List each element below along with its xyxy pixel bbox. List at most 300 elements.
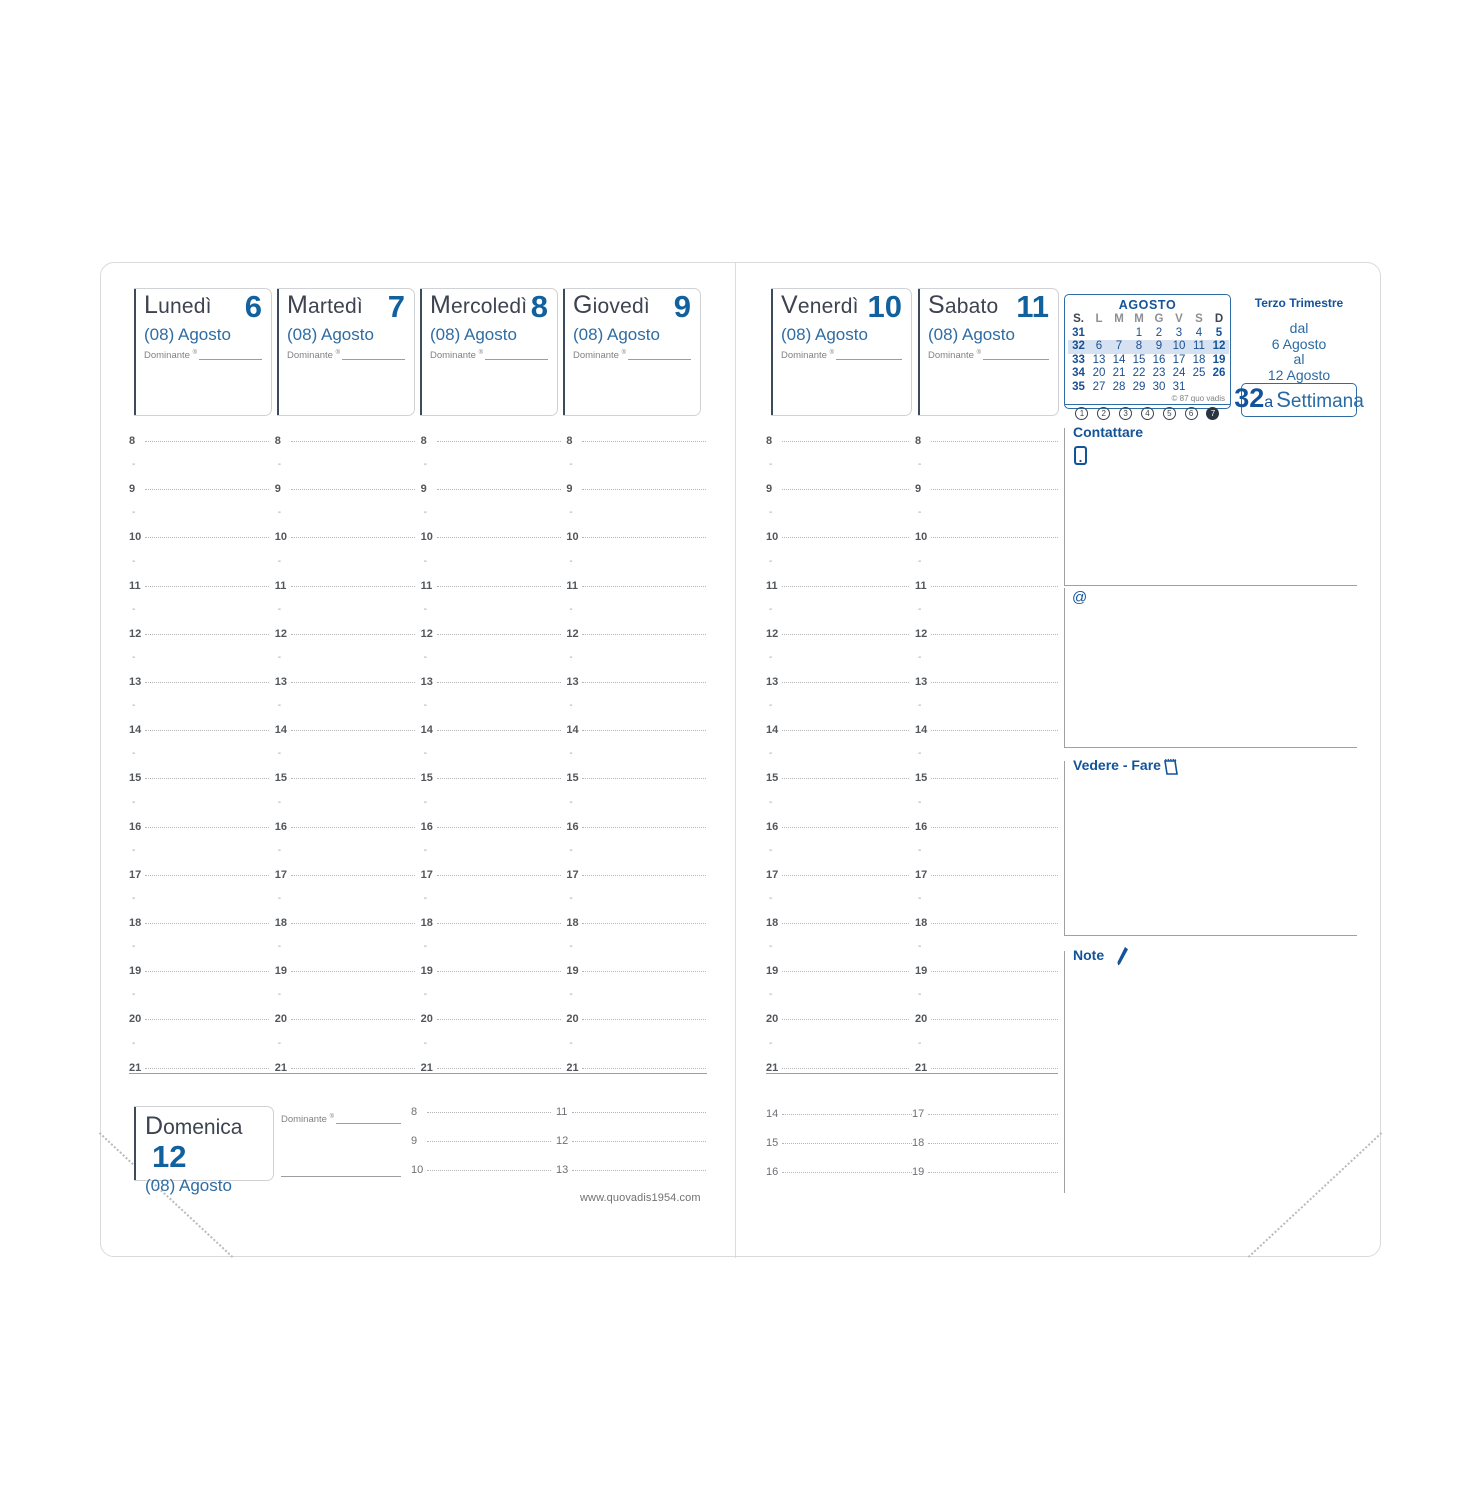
hour-row[interactable] — [421, 821, 561, 833]
mini-calendar-day[interactable]: 8 — [1129, 340, 1149, 354]
half-hour-mark: - — [769, 989, 773, 1001]
hour-row[interactable] — [915, 724, 1058, 736]
mini-calendar-day[interactable]: 20 — [1092, 367, 1106, 379]
hour-rule — [582, 827, 706, 828]
hour-row[interactable] — [421, 1013, 561, 1025]
hour-rule — [782, 827, 909, 828]
hour-row[interactable] — [275, 580, 415, 592]
panel-vedere-fare[interactable] — [1064, 757, 1357, 936]
day-name: Martedì — [287, 291, 363, 319]
half-hour-mark: - — [569, 748, 573, 760]
mini-calendar-day[interactable]: 23 — [1152, 367, 1166, 379]
hour-rule — [931, 586, 1058, 587]
hour-row[interactable] — [566, 435, 706, 447]
hour-row[interactable] — [915, 917, 1058, 929]
mini-calendar-day-dot[interactable]: 3 — [1119, 407, 1132, 420]
mini-calendar-day[interactable] — [1189, 381, 1209, 395]
hour-row[interactable] — [129, 628, 269, 640]
hour-row[interactable] — [766, 676, 909, 688]
hour-rule — [782, 682, 909, 683]
hour-row[interactable] — [275, 821, 415, 833]
hour-label: 21 — [420, 1061, 433, 1074]
hour-row[interactable] — [566, 676, 706, 688]
hour-rule — [291, 778, 415, 779]
mini-calendar-day[interactable]: 26 — [1212, 367, 1226, 379]
hour-row[interactable] — [421, 580, 561, 592]
hour-label: 17 — [915, 868, 928, 881]
hour-label: 15 — [566, 772, 579, 785]
right-extra-hours-right — [912, 1108, 1058, 1195]
panel-vedere-fare-title: Vedere - Fare — [1073, 757, 1161, 773]
mini-calendar-day[interactable]: 21 — [1112, 367, 1126, 379]
hour-rule — [572, 1170, 706, 1171]
hour-row[interactable] — [566, 531, 706, 543]
hour-rule — [928, 1114, 1058, 1115]
hour-label: 19 — [274, 965, 288, 978]
hour-row[interactable] — [766, 917, 909, 929]
hour-label: 20 — [420, 1013, 433, 1026]
hour-rule — [782, 971, 909, 972]
panel-base-line — [1064, 747, 1357, 748]
mini-calendar-day[interactable]: 15 — [1132, 353, 1146, 366]
hour-row[interactable] — [275, 676, 415, 688]
hour-row[interactable] — [421, 483, 561, 495]
panel-email[interactable] — [1064, 588, 1357, 748]
half-hour-mark: - — [569, 651, 573, 663]
hour-row[interactable] — [275, 965, 415, 977]
hour-rule — [582, 441, 706, 442]
half-hour-mark: - — [918, 941, 922, 953]
hour-label: 8 — [274, 435, 281, 447]
mini-calendar-day[interactable]: 31 — [1172, 380, 1186, 393]
half-hour-mark: - — [277, 603, 282, 615]
day-number: 6 — [244, 289, 262, 324]
extra-hour-row[interactable] — [766, 1108, 912, 1120]
half-hour-mark: - — [132, 796, 136, 808]
hour-row[interactable] — [421, 917, 561, 929]
mini-calendar-day[interactable]: 2 — [1155, 326, 1163, 339]
hour-row[interactable] — [421, 772, 561, 784]
hour-row[interactable] — [915, 1013, 1058, 1025]
hour-row[interactable] — [766, 483, 909, 495]
hour-row[interactable] — [129, 772, 269, 784]
mini-calendar-day[interactable]: 11 — [1189, 340, 1209, 354]
mini-calendar-day[interactable] — [1209, 381, 1229, 395]
hour-row[interactable] — [766, 965, 909, 977]
half-hour-mark: - — [132, 700, 136, 712]
hour-row[interactable] — [915, 772, 1058, 784]
day-header-card — [918, 288, 1059, 416]
panel-rail — [1064, 588, 1065, 748]
half-hour-mark: - — [132, 941, 136, 953]
hour-row[interactable] — [129, 724, 269, 736]
half-hour-mark: - — [918, 1037, 922, 1049]
hour-row[interactable] — [421, 724, 561, 736]
hour-row[interactable] — [915, 531, 1058, 543]
hour-row[interactable] — [129, 531, 269, 543]
sunday-hour-row[interactable] — [411, 1106, 551, 1118]
hour-label: 19 — [766, 965, 779, 978]
half-hour-mark: - — [423, 700, 427, 712]
hour-rule — [582, 634, 706, 635]
hour-label: 9 — [566, 483, 573, 496]
mini-calendar-day[interactable]: 17 — [1172, 353, 1186, 366]
hour-row[interactable] — [421, 965, 561, 977]
hour-row[interactable] — [915, 435, 1058, 447]
mini-calendar-day[interactable] — [1109, 327, 1129, 341]
hour-row[interactable] — [766, 724, 909, 736]
half-hour-mark: - — [569, 507, 573, 519]
pencil-icon — [1115, 946, 1129, 971]
hour-label: 14 — [129, 724, 142, 737]
half-hour-mark: - — [277, 459, 282, 471]
hour-rule — [782, 489, 909, 490]
hour-row[interactable] — [129, 676, 269, 688]
sunday-extra-line — [281, 1176, 401, 1177]
hour-column — [275, 435, 415, 1078]
dominante-field[interactable] — [781, 348, 911, 361]
mini-calendar-day[interactable]: 25 — [1192, 367, 1206, 379]
hour-row[interactable] — [129, 483, 269, 495]
hour-row[interactable] — [275, 1013, 415, 1025]
hour-row[interactable] — [275, 628, 415, 640]
hour-row[interactable] — [275, 531, 415, 543]
hour-label: 9 — [129, 483, 136, 496]
trimester-to-date: 12 Agosto — [1267, 366, 1331, 383]
hour-row[interactable] — [275, 917, 415, 929]
hour-rule — [582, 682, 706, 683]
dominante-label: Dominante ® — [430, 350, 484, 362]
mini-calendar-header: G — [1154, 313, 1164, 325]
hour-row[interactable] — [566, 917, 706, 929]
hour-row[interactable] — [766, 772, 909, 784]
hour-row[interactable] — [566, 965, 706, 977]
week-word: Settimana — [1276, 387, 1364, 412]
hour-label: 13 — [274, 676, 288, 688]
mini-calendar-day[interactable]: 30 — [1152, 380, 1166, 393]
hour-rule — [437, 730, 561, 731]
panel-base-line — [1064, 585, 1357, 586]
week-ordinal: a — [1264, 394, 1274, 411]
hour-label: 13 — [420, 676, 433, 688]
hour-label: 8 — [420, 435, 427, 447]
hour-label: 11 — [420, 579, 433, 592]
mini-calendar-day[interactable]: 6 — [1089, 340, 1109, 354]
mini-calendar-day[interactable]: 18 — [1192, 353, 1206, 366]
mini-calendar-day[interactable]: 24 — [1172, 367, 1186, 379]
hour-label: 20 — [766, 1013, 779, 1026]
sunday-hours-left — [411, 1106, 551, 1193]
dominante-line — [836, 359, 902, 360]
hour-label: 8 — [129, 435, 136, 447]
panel-note[interactable] — [1064, 947, 1357, 1193]
extra-hour-row[interactable] — [912, 1166, 1058, 1178]
hour-row[interactable] — [421, 628, 561, 640]
half-hour-mark: - — [918, 507, 922, 519]
hour-rule — [582, 489, 706, 490]
hour-row[interactable] — [129, 869, 269, 881]
hour-row[interactable] — [129, 965, 269, 977]
half-hour-mark: - — [277, 892, 282, 904]
hour-rule — [782, 875, 909, 876]
hour-row[interactable] — [915, 676, 1058, 688]
hour-rule — [291, 875, 415, 876]
sunday-hour-row[interactable] — [411, 1135, 551, 1147]
dominante-label: Dominante ® — [573, 350, 627, 362]
hour-row[interactable] — [766, 1013, 909, 1025]
half-hour-mark: - — [132, 603, 136, 615]
hour-row[interactable] — [566, 628, 706, 640]
website-url: www.quovadis1954.com — [580, 1192, 701, 1204]
half-hour-mark: - — [769, 748, 773, 760]
mini-calendar-header: M — [1134, 313, 1144, 325]
hour-label: 13 — [766, 676, 779, 688]
hour-row[interactable] — [275, 724, 415, 736]
half-hour-mark: - — [918, 748, 922, 760]
mini-calendar-day[interactable]: 4 — [1195, 326, 1203, 339]
extra-hour-row[interactable] — [766, 1137, 912, 1149]
hour-rule — [782, 441, 909, 442]
mini-calendar-day[interactable]: 27 — [1092, 380, 1106, 393]
half-hour-mark: - — [132, 651, 136, 663]
mini-calendar-day[interactable]: 5 — [1215, 326, 1223, 339]
mini-calendar-day-dot[interactable]: 2 — [1097, 407, 1110, 420]
hour-rule — [291, 971, 415, 972]
hour-rule — [437, 1068, 561, 1069]
hour-rule — [582, 1019, 706, 1020]
hour-label: 17 — [566, 868, 579, 881]
left-hour-grid — [129, 435, 707, 1078]
mini-calendar-week-number: 34 — [1072, 367, 1085, 379]
hour-row[interactable] — [275, 772, 415, 784]
mini-calendar-day[interactable]: 1 — [1135, 326, 1143, 339]
hour-label: 19 — [420, 965, 433, 978]
hour-label: 9 — [420, 483, 427, 496]
half-hour-mark: - — [423, 844, 427, 856]
sunday-hour-row[interactable] — [411, 1164, 551, 1176]
dominante-field[interactable] — [144, 348, 271, 361]
mini-calendar-header: M — [1114, 313, 1124, 325]
day-number: 7 — [387, 289, 405, 324]
hour-row[interactable] — [766, 869, 909, 881]
mini-calendar-day[interactable]: 29 — [1132, 380, 1146, 393]
hour-rule — [582, 923, 706, 924]
hour-row[interactable] — [421, 531, 561, 543]
half-hour-mark: - — [423, 796, 427, 808]
half-hour-mark: - — [277, 651, 282, 663]
hour-rule — [582, 537, 706, 538]
hour-row[interactable] — [766, 580, 909, 592]
half-hour-mark: - — [277, 1037, 282, 1049]
hour-label: 16 — [766, 1166, 779, 1178]
hour-rule — [931, 1068, 1058, 1069]
day-month: (08) Agosto — [573, 325, 660, 344]
hour-row[interactable] — [129, 1013, 269, 1025]
half-hour-mark: - — [277, 748, 282, 760]
hour-rule — [291, 489, 415, 490]
hour-row[interactable] — [566, 1013, 706, 1025]
hour-row[interactable] — [915, 869, 1058, 881]
dominante-field[interactable] — [287, 348, 414, 361]
hour-row[interactable] — [766, 531, 909, 543]
mini-calendar-day[interactable]: 9 — [1149, 340, 1169, 354]
left-page — [101, 263, 735, 1258]
hour-row[interactable] — [915, 628, 1058, 640]
day-month: (08) Agosto — [430, 325, 517, 344]
hour-row[interactable] — [275, 435, 415, 447]
mini-calendar-day[interactable]: 13 — [1092, 353, 1106, 366]
mini-calendar-day-dot[interactable]: 7 — [1206, 407, 1219, 420]
sunday-hour-row[interactable] — [556, 1164, 706, 1176]
mini-calendar-header: S. — [1073, 313, 1084, 325]
half-hour-mark: - — [569, 796, 573, 808]
trimester-from-label: dal — [1289, 320, 1309, 336]
hour-rule — [145, 875, 269, 876]
half-hour-mark: - — [132, 989, 136, 1001]
dominante-field[interactable] — [430, 348, 557, 361]
day-header-card — [563, 288, 701, 416]
sunday-card — [134, 1106, 274, 1195]
hour-row[interactable] — [129, 580, 269, 592]
hour-label: 10 — [766, 531, 779, 544]
mini-calendar-day[interactable]: 19 — [1212, 353, 1226, 366]
trimester-title: Terzo Trimestre — [1254, 296, 1344, 310]
hour-rule — [145, 441, 269, 442]
hour-label: 10 — [129, 531, 142, 544]
day-number: 11 — [1016, 289, 1049, 324]
half-hour-mark: - — [569, 603, 573, 615]
sunday-hour-row[interactable] — [556, 1135, 706, 1147]
hour-row[interactable] — [766, 821, 909, 833]
hour-rule — [291, 537, 415, 538]
dominante-field[interactable] — [573, 348, 700, 361]
hour-label: 8 — [411, 1106, 418, 1118]
hour-label: 9 — [411, 1135, 418, 1147]
half-hour-mark: - — [423, 748, 427, 760]
hour-label: 9 — [274, 483, 281, 496]
mini-calendar-day[interactable]: 10 — [1169, 340, 1189, 354]
hour-row[interactable] — [915, 821, 1058, 833]
hour-row[interactable] — [566, 580, 706, 592]
mini-calendar-day-dot[interactable]: 1 — [1075, 407, 1088, 420]
hour-row[interactable] — [421, 869, 561, 881]
panel-contattare[interactable] — [1064, 424, 1357, 586]
hour-row[interactable] — [129, 917, 269, 929]
extra-hour-row[interactable] — [912, 1137, 1058, 1149]
dominante-label: Dominante ® — [928, 350, 982, 362]
mini-calendar-day-dot[interactable]: 5 — [1163, 407, 1176, 420]
hour-rule — [145, 1068, 269, 1069]
hour-rule — [437, 537, 561, 538]
hour-label: 21 — [566, 1061, 579, 1074]
hour-label: 14 — [766, 1108, 779, 1120]
mini-calendar-day[interactable]: 12 — [1209, 340, 1229, 354]
half-hour-mark: - — [423, 941, 427, 953]
half-hour-mark: - — [769, 555, 773, 567]
hour-row[interactable] — [566, 724, 706, 736]
hour-label: 15 — [766, 772, 779, 785]
hour-row[interactable] — [566, 483, 706, 495]
hour-label: 12 — [274, 627, 288, 640]
hour-row[interactable] — [129, 435, 269, 447]
hour-row[interactable] — [915, 483, 1058, 495]
mini-calendar-day-dot[interactable]: 4 — [1141, 407, 1154, 420]
mini-calendar-day[interactable]: 14 — [1112, 353, 1126, 366]
hour-row[interactable] — [766, 628, 909, 640]
hour-row[interactable] — [275, 869, 415, 881]
half-hour-mark: - — [569, 844, 573, 856]
planner-spread — [100, 262, 1381, 1257]
hour-rule — [145, 489, 269, 490]
hour-grid-bottom-rule — [129, 1073, 707, 1074]
dominante-label: Dominante ® — [781, 350, 835, 362]
hour-row[interactable] — [766, 435, 909, 447]
mini-calendar-day[interactable]: 16 — [1152, 353, 1166, 366]
hour-label: 14 — [566, 724, 579, 737]
day-number: 8 — [530, 289, 548, 324]
half-hour-mark: - — [569, 989, 573, 1001]
half-hour-mark: - — [423, 651, 427, 663]
extra-hour-row[interactable] — [912, 1108, 1058, 1120]
sunday-dominante-line — [336, 1123, 401, 1124]
dominante-line — [485, 359, 548, 360]
half-hour-mark: - — [132, 748, 136, 760]
hour-label: 16 — [129, 820, 142, 833]
hour-row[interactable] — [566, 821, 706, 833]
mini-calendar-day[interactable]: 7 — [1109, 340, 1129, 354]
hour-row[interactable] — [566, 869, 706, 881]
half-hour-mark: - — [918, 459, 922, 471]
mini-calendar-day[interactable] — [1089, 327, 1109, 341]
hour-label: 16 — [274, 820, 288, 833]
sunday-hour-row[interactable] — [556, 1106, 706, 1118]
hour-rule — [427, 1112, 551, 1113]
mini-calendar-day[interactable]: 28 — [1112, 380, 1126, 393]
dominante-line — [628, 359, 691, 360]
at-sign-icon: @ — [1072, 589, 1088, 606]
mini-calendar-day[interactable]: 3 — [1175, 326, 1183, 339]
hour-row[interactable] — [421, 435, 561, 447]
hour-rule — [437, 923, 561, 924]
hour-rule — [145, 778, 269, 779]
trimester-to-label: al — [1293, 351, 1305, 367]
hour-label: 16 — [766, 820, 779, 833]
right-day-header-row — [771, 288, 1059, 416]
mini-calendar-day[interactable]: 22 — [1132, 367, 1146, 379]
hour-label: 10 — [274, 531, 288, 544]
mini-calendar-day-dot[interactable]: 6 — [1185, 407, 1198, 420]
hour-rule — [582, 586, 706, 587]
hour-row[interactable] — [566, 772, 706, 784]
half-hour-mark: - — [918, 555, 922, 567]
sunday-dominante-field[interactable] — [281, 1112, 401, 1125]
hour-row[interactable] — [275, 483, 415, 495]
hour-row[interactable] — [915, 965, 1058, 977]
hour-label: 10 — [915, 531, 928, 544]
hour-rule — [782, 1068, 909, 1069]
hour-row[interactable] — [915, 580, 1058, 592]
hour-row[interactable] — [129, 821, 269, 833]
day-header-card — [771, 288, 912, 416]
hour-rule — [928, 1172, 1058, 1173]
half-hour-mark: - — [769, 603, 773, 615]
half-hour-mark: - — [569, 555, 573, 567]
hour-rule — [572, 1112, 706, 1113]
dominante-field[interactable] — [928, 348, 1058, 361]
hour-row[interactable] — [421, 676, 561, 688]
hour-label: 21 — [766, 1061, 779, 1074]
extra-hour-row[interactable] — [766, 1166, 912, 1178]
